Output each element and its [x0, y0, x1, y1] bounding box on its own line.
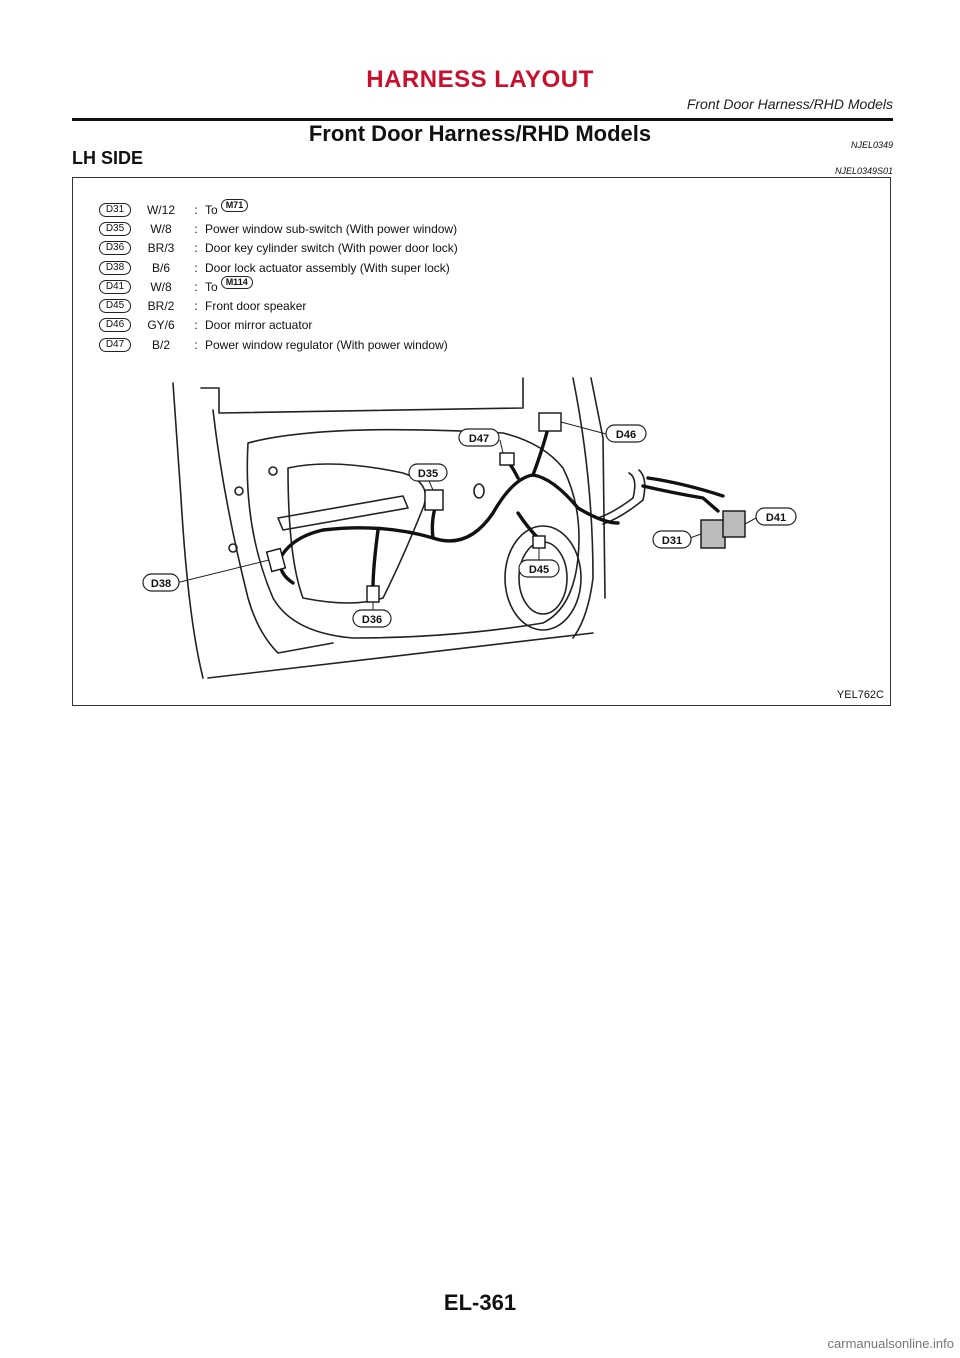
connector-d46 — [539, 413, 561, 431]
wire-spec: W/8 — [150, 279, 172, 294]
diagram-label-d46: D46 — [615, 429, 637, 441]
wire-spec: GY/6 — [147, 318, 175, 333]
wire-spec: W/12 — [146, 202, 175, 217]
connector-id: D35 — [99, 222, 131, 236]
connector-id: D47 — [99, 338, 131, 352]
connector-description: Front door speaker — [205, 299, 307, 314]
connector-d41 — [723, 511, 745, 537]
subsection-id: NJEL0349S01 — [834, 166, 893, 176]
harness-branch-d35 — [432, 508, 435, 538]
panel-hole — [235, 487, 243, 495]
door-frame-top — [201, 378, 523, 413]
connector-description: Door mirror actuator — [205, 318, 313, 333]
diagram-label-d45: D45 — [528, 564, 550, 576]
separator: : — [194, 221, 198, 236]
speaker-inner — [519, 542, 567, 614]
door-bottom-edge — [208, 633, 593, 678]
separator: : — [194, 299, 198, 314]
section-title: Front Door Harness/RHD Models — [308, 121, 652, 146]
panel-hole — [269, 467, 277, 475]
wire-spec: B/2 — [151, 337, 170, 352]
connector-id: D38 — [99, 261, 131, 275]
diagram-label-d36: D36 — [361, 614, 383, 626]
door-harness-drawing — [73, 178, 890, 705]
connector-d31 — [701, 520, 725, 548]
separator: : — [194, 260, 198, 275]
separator: : — [194, 318, 198, 333]
connector-id: D46 — [99, 318, 131, 332]
trim-bar — [278, 496, 408, 530]
wire-spec: BR/2 — [147, 299, 175, 314]
wire-spec: W/8 — [150, 221, 172, 236]
harness-branch-d45 — [518, 513, 538, 538]
diagram-label-d31: D31 — [661, 535, 683, 547]
connector-description: To — [205, 202, 218, 217]
connector-d35 — [425, 490, 443, 510]
connector-description: Door lock actuator assembly (With super lock) — [205, 260, 450, 275]
header-subtitle: Front Door Harness/RHD Models — [686, 96, 893, 112]
header-title: HARNESS LAYOUT — [366, 66, 594, 93]
subsection-title: LH SIDE — [72, 148, 144, 168]
diagram-label-d38: D38 — [150, 578, 172, 590]
connector-description: Power window sub-switch (With power window) — [205, 221, 458, 236]
reference-connector: M71 — [221, 199, 249, 212]
harness-boot — [603, 470, 645, 524]
panel-hole — [474, 484, 484, 498]
section-id: NJEL0349 — [850, 140, 893, 150]
harness-branch-d36 — [373, 530, 378, 588]
door-outer-edge — [173, 383, 203, 678]
connector-description: To — [205, 279, 218, 294]
separator: : — [194, 337, 198, 352]
connector-id: D41 — [99, 280, 131, 294]
figure-code: YEL762C — [836, 689, 884, 701]
connector-description: Power window regulator (With power window) — [205, 337, 448, 352]
figure-frame — [72, 177, 891, 706]
wire-spec: BR/3 — [147, 241, 175, 256]
main-harness — [278, 475, 618, 563]
connector-d47 — [500, 453, 514, 465]
page-number: EL-361 — [443, 1290, 517, 1315]
reference-connector: M114 — [221, 276, 253, 289]
connector-d36 — [367, 586, 379, 602]
wire-spec: B/6 — [151, 260, 170, 275]
footer-watermark: carmanualsonline.info — [827, 1336, 954, 1351]
separator: : — [194, 202, 198, 217]
connector-id: D31 — [99, 203, 131, 217]
diagram-label-d41: D41 — [765, 512, 787, 524]
separator: : — [194, 241, 198, 256]
connector-id: D36 — [99, 241, 131, 255]
connector-d45 — [533, 536, 545, 548]
diagram-label-d47: D47 — [468, 433, 490, 445]
connector-id: D45 — [99, 299, 131, 313]
separator: : — [194, 279, 198, 294]
diagram-label-d35: D35 — [417, 468, 439, 480]
connector-description: Door key cylinder switch (With power door lock) — [205, 241, 458, 256]
